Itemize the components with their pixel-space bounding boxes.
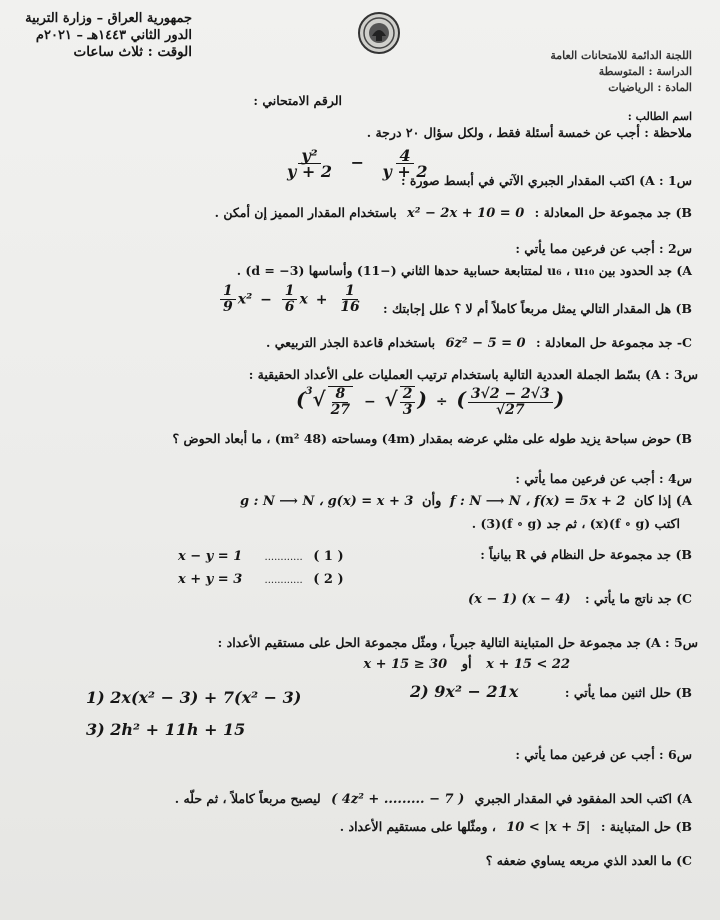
q4b-num1: ( 1 ) [313,549,344,564]
q1b-suffix: باستخدام المقدار المميز إن أمكن . [214,205,397,220]
q2c-suffix: باستخدام قاعدة الجذر التربيعي . [266,335,436,350]
q3a-expression: ($^3$√ $\frac{8}{27}$ − √ $\frac{2}{3}$ ) ÷ ( $\frac{3√2 - 2√3}{√27}$ ) [296,385,565,418]
q4b-dots2: ............ [264,575,303,586]
q2b-n3: 1 [342,284,358,300]
q6a-suffix: ليصبح مربعاً كاملاً ، ثم حلّه . [174,791,321,806]
q4b-num2: ( 2 ) [313,572,344,587]
header-right [25,10,192,61]
q2b-n1: 1 [220,284,236,300]
q2b-op2: + [315,291,328,308]
q6b-suffix: ، ومثّلها على مستقيم الأعداد . [339,819,496,834]
header-left-line2: الدراسة : المتوسطة [598,65,692,78]
q6a-text: A) اكتب الحد المفقود في المقدار الجبري [474,791,692,806]
header-left-line1: اللجنة الدائمة للامتحانات العامة [550,49,692,62]
q3a-sq-num: 2 [400,387,416,403]
q2b-d2: 6 [284,299,295,315]
q4a-and: وأن [421,494,442,509]
q4b-row1 [178,546,344,569]
q4b-system [178,546,344,592]
q2b-t2: x [299,291,308,308]
q4b-text: B) جد مجموعة حل النظام في R بيانياً : [480,547,692,562]
q3a-div: ÷ [435,394,448,410]
q4c-text: C) جد ناتج ما يأتي : [584,591,692,606]
exam-number-label: الرقم الامتحاني : [253,93,342,108]
q4b-eq1: x − y = 1 [178,549,243,564]
q2b-text: B) هل المقدار التالي يمثل مربعاً كاملاً أم لا ؟ علل إجابتك : [383,301,692,316]
q4a-g: g : N ⟶ N ، g(x) = x + 3 [239,494,414,509]
q1a-den1: y + 2 [287,162,332,181]
q6a-line [175,790,692,809]
q5b-text: B) حلل اثنين مما يأتي : [564,685,692,700]
q1b-text: B) جد مجموعة حل المعادلة : [534,205,692,220]
q6b-math: 10 < |x + 5| [506,820,591,835]
q4b-row2 [178,569,344,592]
q4b-eq2: x + y = 3 [178,572,243,587]
q2c-line [266,334,692,353]
q4a-text2: اكتب (f ∘ g)(x) ، ثم جد (f ∘ g)(3) . [471,516,680,531]
q4a-text: A) إذا كان [633,494,692,509]
q4a-f: f : N ⟶ N ، f(x) = 5x + 2 [449,494,626,509]
q3a-num2: 3√2 − 2√3 [468,387,553,403]
header-left [550,48,692,96]
q3a-sq-den: 3 [402,402,413,418]
q4c-math: (x − 1) (x − 4) [467,592,571,607]
q2c-math: 6z² − 5 = 0 [445,336,526,351]
q2c-text: C- جد مجموعة حل المعادلة : [535,335,692,350]
q5b-item1: 1) 2x(x² − 3) + 7(x² − 3) [86,688,302,707]
q2b-t1: x² [237,291,253,308]
header-right-line1: جمهورية العراق – وزارة التربية [25,11,192,26]
q2b-d1: 9 [223,299,233,315]
q5b-item3: 3) 2h² + 11h + 15 [86,720,246,739]
q1a-num2: 4 [396,148,413,164]
q1a-text: س1 : A) اكتب المقدار الجبري الآتي في أبسط صورة : [400,173,692,188]
student-name-label: اسم الطالب : [627,110,692,123]
q6b-line [340,818,692,837]
q5a-or: أو [461,657,472,672]
q2-intro: س2 : أجب عن فرعين مما يأتي : [515,241,692,256]
q5a-math2: x + 15 ≥ 30 [363,657,448,672]
q1b-math: x² − 2x + 10 = 0 [407,206,525,221]
ministry-seal [358,12,400,54]
q5a-math1: x + 15 < 22 [486,657,570,672]
q3b-text: B) حوض سباحة يزيد طوله على مثلي عرضه بمقدار (4m) ومساحته (48 m²) ، ما أبعاد الحوض ؟ [172,431,692,446]
q3a-text: س3 : A) بسّط الجملة العددية التالية باستخدام ترتيب العمليات على الأعداد الحقيقية : [248,367,698,382]
q6-intro: س6 : أجب عن فرعين مما يأتي : [515,747,692,762]
q1a-num1: y² [298,148,320,164]
q5a-text: س5 : A) جد مجموعة حل المتباينة التالية جبرياً ، ومثّل مجموعة الحل على مستقيم الأعداد : [217,635,698,650]
q3a-cube-num: 8 [332,387,348,403]
q3a-cube-den: 27 [330,402,351,418]
header-right-line3: الوقت : ثلاث ساعات [73,44,192,60]
q6b-text: B) حل المتباينة : [600,819,692,834]
q2a-text: A) جد الحدود بين u₆ ، u₁₀ لمتتابعة حسابية حدها الثاني (−11) وأساسها (d = −3) . [236,263,692,278]
q4c-line [458,590,692,609]
q2b-n2: 1 [282,284,298,300]
q4a-line [236,493,692,511]
q5b-item2: 2) 9x² − 21x [410,682,519,701]
q2b-expression [218,284,365,315]
q2b-d3: 16 [340,299,360,315]
q1a-den2: y + 2 [382,162,428,181]
q2b-op1: − [260,291,272,308]
q6c-text: C) ما العدد الذي مربعه يساوي ضعفه ؟ [485,853,692,868]
q3a-den2: √27 [495,401,525,418]
q1b-line [215,204,692,223]
instructions-note: ملاحظة : أجب عن خمسة أسئلة فقط ، ولكل سؤال ٢٠ درجة . [366,125,692,140]
q1a-op: − [350,153,364,172]
q5a-line [363,656,570,674]
q6a-math: ( 4z² + ......... − 7 ) [331,792,465,807]
header-left-line3: المادة : الرياضيات [608,81,692,94]
q4-intro: س4 : أجب عن فرعين مما يأتي : [515,471,692,486]
q4b-dots1: ............ [264,552,303,563]
header-right-line2: الدور الثاني ١٤٤٣هـ – ٢٠٢١م [35,28,192,43]
